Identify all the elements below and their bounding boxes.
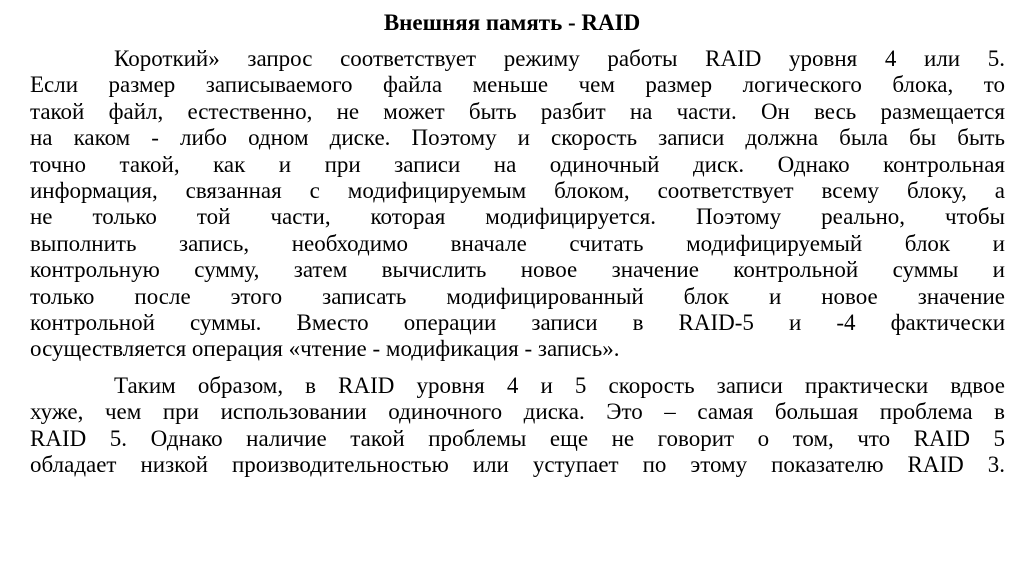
paragraph-2-line: RAID 5. Однако наличие такой проблемы еще не говорит о том, что RAID 5	[30, 425, 1005, 451]
paragraph-2	[30, 373, 1005, 479]
paragraph-1-line: такой файл, естественно, не может быть разбит на части. Он весь размещается	[30, 98, 1005, 124]
paragraph-1-line: контрольную сумму, затем вычислить новое значение контрольной суммы и	[30, 257, 1005, 283]
paragraph-2-line: обладает низкой производительностью или уступает по этому показателю RAID 3.	[30, 452, 1005, 478]
paragraph-2-line: хуже, чем при использовании одиночного диска. Это – самая большая проблема в	[30, 399, 1005, 425]
paragraph-1-line: информация, связанная с модифицируемым блоком, соответствует всему блоку, а	[30, 178, 1005, 204]
paragraph-1-line: осуществляется операция «чтение - модификация - запись».	[30, 336, 620, 362]
paragraph-1-line: точно такой, как и при записи на одиночный диск. Однако контрольная	[30, 151, 1005, 177]
paragraph-2-line: Таким образом, в RAID уровня 4 и 5 скорость записи практически вдвое	[114, 372, 1005, 398]
paragraph-1	[30, 46, 1005, 363]
paragraph-1-line: только после этого записать модифицированный блок и новое значение	[30, 283, 1005, 309]
paragraph-1-line: Если размер записываемого файла меньше чем размер логического блока, то	[30, 72, 1005, 98]
paragraph-1-line: контрольной суммы. Вместо операции записи в RAID-5 и -4 фактически	[30, 310, 1005, 336]
slide-body	[30, 46, 1005, 479]
paragraph-1-line: на каком - либо одном диске. Поэтому и скорость записи должна была бы быть	[30, 125, 1005, 151]
paragraph-1-line: Короткий» запрос соответствует режиму работы RAID уровня 4 или 5.	[114, 46, 1005, 71]
paragraph-1-line: не только той части, которая модифицируется. Поэтому реально, чтобы	[30, 204, 1005, 230]
slide-title: Внешняя память - RAID	[383, 10, 641, 35]
paragraph-1-line: выполнить запись, необходимо вначале считать модифицируемый блок и	[30, 230, 1005, 256]
